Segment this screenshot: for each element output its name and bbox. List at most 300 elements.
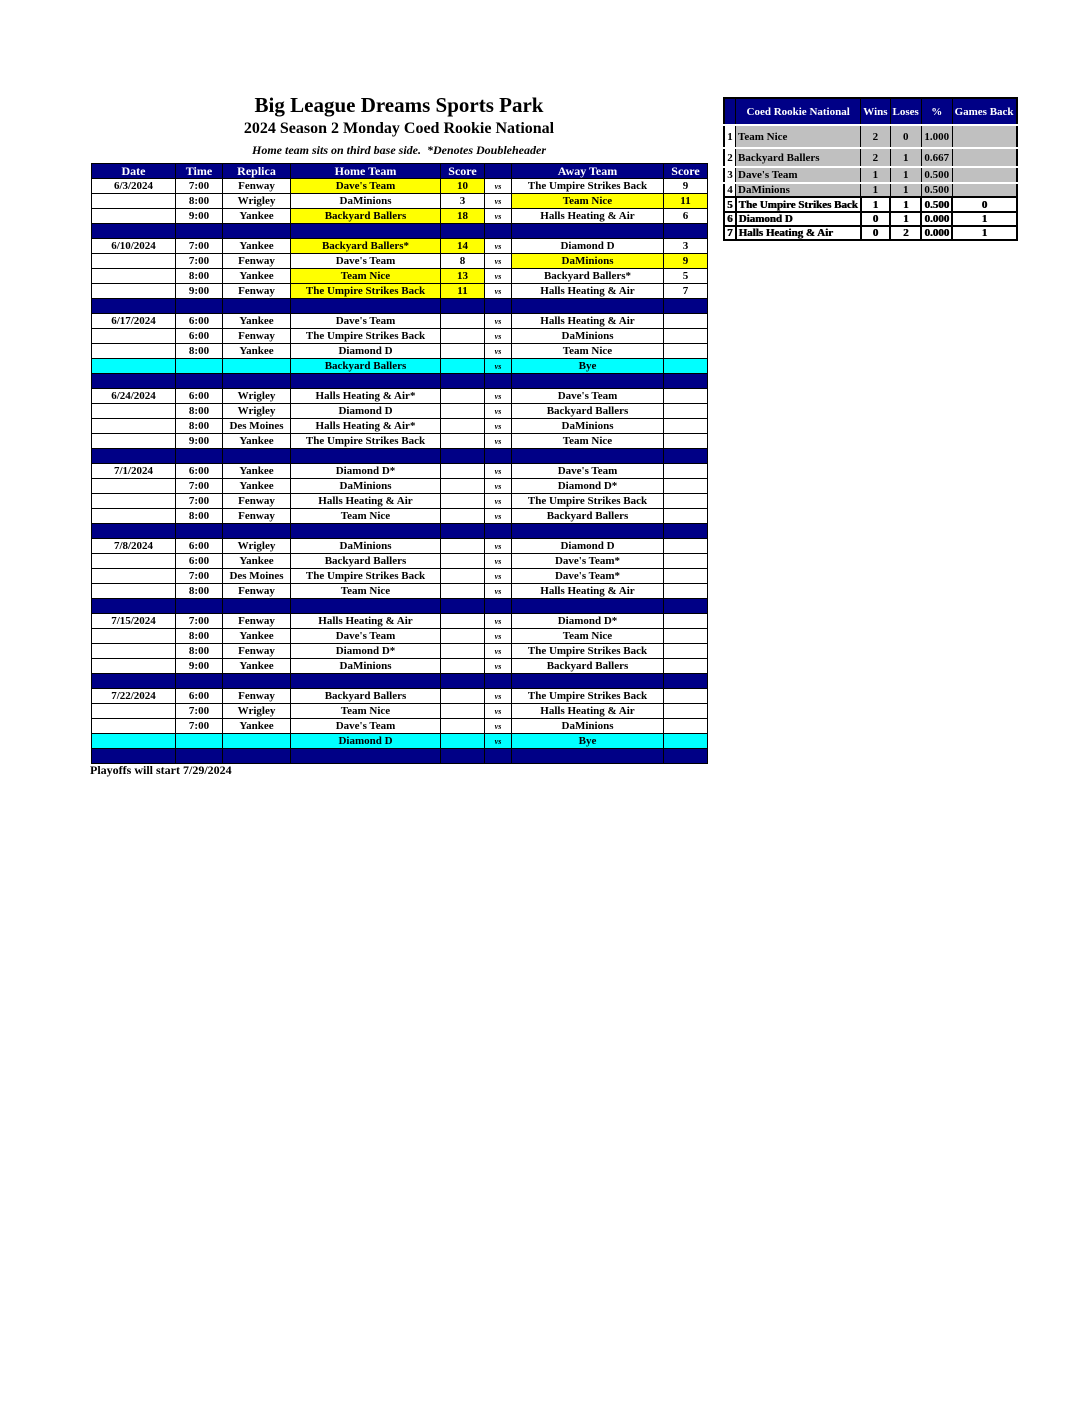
- game-time-cell: 8:00: [176, 509, 223, 524]
- game-date-cell: [92, 494, 176, 509]
- separator-cell: [441, 599, 485, 614]
- standings-gamesback-cell: 1: [952, 226, 1016, 240]
- away-score-cell: [664, 479, 708, 494]
- game-replica-cell: Des Moines: [223, 419, 291, 434]
- standings-team-cell: Diamond D: [736, 212, 861, 226]
- game-replica-cell: [223, 359, 291, 374]
- game-time-cell: 6:00: [176, 689, 223, 704]
- standings-header-cell: %: [921, 98, 952, 125]
- game-date-cell: [92, 584, 176, 599]
- home-score-cell: 11: [441, 284, 485, 299]
- vs-cell: vs: [485, 734, 512, 749]
- bye-row: [92, 359, 708, 374]
- home-score-cell: [441, 644, 485, 659]
- schedule-header-cell: Time: [176, 164, 223, 179]
- standings-row: [724, 197, 1017, 212]
- away-team-cell: DaMinions: [512, 254, 664, 269]
- away-team-cell: Team Nice: [512, 344, 664, 359]
- standings-header-cell: Wins: [861, 98, 890, 125]
- separator-cell: [92, 449, 176, 464]
- away-score-cell: [664, 314, 708, 329]
- game-row: [92, 659, 708, 674]
- separator-cell: [176, 674, 223, 689]
- away-score-cell: [664, 629, 708, 644]
- game-date-cell: [92, 359, 176, 374]
- game-row: [92, 464, 708, 479]
- game-replica-cell: Yankee: [223, 719, 291, 734]
- game-time-cell: 8:00: [176, 344, 223, 359]
- separator-cell: [664, 749, 708, 764]
- game-time-cell: [176, 359, 223, 374]
- schedule-table: [91, 163, 708, 764]
- home-score-cell: [441, 359, 485, 374]
- schedule-header-row: [92, 164, 708, 179]
- game-time-cell: 7:00: [176, 719, 223, 734]
- game-date-cell: [92, 644, 176, 659]
- schedule-header-cell: Home Team: [291, 164, 441, 179]
- game-date-cell: [92, 704, 176, 719]
- game-date-cell: [92, 209, 176, 224]
- game-row: [92, 344, 708, 359]
- game-time-cell: [176, 734, 223, 749]
- home-team-cell: Team Nice: [291, 509, 441, 524]
- home-team-cell: Team Nice: [291, 704, 441, 719]
- separator-cell: [223, 524, 291, 539]
- separator-cell: [176, 749, 223, 764]
- away-score-cell: [664, 689, 708, 704]
- home-score-cell: [441, 314, 485, 329]
- game-time-cell: 6:00: [176, 389, 223, 404]
- standings-wins-cell: 1: [861, 167, 890, 183]
- away-score-cell: [664, 509, 708, 524]
- separator-cell: [512, 224, 664, 239]
- game-row: [92, 254, 708, 269]
- separator-cell: [223, 224, 291, 239]
- standings-gamesback-cell: 1: [952, 212, 1016, 226]
- standings-loses-cell: 1: [890, 183, 921, 197]
- game-replica-cell: Fenway: [223, 254, 291, 269]
- away-team-cell: Diamond D: [512, 239, 664, 254]
- game-row: [92, 314, 708, 329]
- game-replica-cell: Fenway: [223, 689, 291, 704]
- game-date-cell: 7/15/2024: [92, 614, 176, 629]
- standings-pct-cell: 0.500: [921, 183, 952, 197]
- separator-cell: [512, 524, 664, 539]
- away-score-cell: 5: [664, 269, 708, 284]
- separator-cell: [664, 299, 708, 314]
- home-score-cell: [441, 614, 485, 629]
- away-score-cell: 6: [664, 209, 708, 224]
- separator-cell: [485, 749, 512, 764]
- vs-cell: vs: [485, 329, 512, 344]
- home-score-cell: 14: [441, 239, 485, 254]
- game-time-cell: 7:00: [176, 494, 223, 509]
- home-score-cell: [441, 659, 485, 674]
- game-date-cell: [92, 719, 176, 734]
- separator-cell: [291, 299, 441, 314]
- separator-cell: [223, 449, 291, 464]
- page-title: Big League Dreams Sports Park: [254, 93, 544, 117]
- home-team-cell: Diamond D*: [291, 464, 441, 479]
- game-row: [92, 584, 708, 599]
- separator-cell: [441, 524, 485, 539]
- away-team-cell: Dave's Team: [512, 389, 664, 404]
- separator-cell: [92, 374, 176, 389]
- away-team-cell: DaMinions: [512, 719, 664, 734]
- section-separator-row: [92, 674, 708, 689]
- separator-cell: [485, 449, 512, 464]
- game-date-cell: 6/17/2024: [92, 314, 176, 329]
- section-separator-row: [92, 374, 708, 389]
- home-score-cell: [441, 509, 485, 524]
- standings-row: [724, 226, 1017, 240]
- standings-loses-cell: 1: [890, 148, 921, 167]
- vs-cell: vs: [485, 344, 512, 359]
- away-team-cell: Halls Heating & Air: [512, 584, 664, 599]
- separator-cell: [485, 524, 512, 539]
- standings-row: [724, 212, 1017, 226]
- game-replica-cell: Yankee: [223, 464, 291, 479]
- home-team-cell: Backyard Ballers*: [291, 239, 441, 254]
- away-score-cell: [664, 359, 708, 374]
- home-team-cell: Diamond D: [291, 734, 441, 749]
- home-score-cell: [441, 554, 485, 569]
- standings-team-cell: The Umpire Strikes Back: [736, 197, 861, 212]
- home-team-cell: The Umpire Strikes Back: [291, 329, 441, 344]
- standings-loses-cell: 0: [890, 125, 921, 148]
- separator-cell: [441, 749, 485, 764]
- away-score-cell: 11: [664, 194, 708, 209]
- vs-cell: vs: [485, 434, 512, 449]
- standings-rank-cell: 6: [724, 212, 736, 226]
- game-row: [92, 434, 708, 449]
- separator-cell: [485, 599, 512, 614]
- game-date-cell: [92, 419, 176, 434]
- home-score-cell: [441, 734, 485, 749]
- separator-cell: [664, 374, 708, 389]
- game-time-cell: 8:00: [176, 629, 223, 644]
- standings-header-cell: Loses: [890, 98, 921, 125]
- standings-header-row: [724, 98, 1017, 125]
- separator-cell: [485, 224, 512, 239]
- standings-pct-cell: 0.500: [921, 197, 952, 212]
- game-time-cell: 7:00: [176, 179, 223, 194]
- standings-gamesback-cell: [952, 148, 1016, 167]
- separator-cell: [223, 599, 291, 614]
- separator-cell: [512, 749, 664, 764]
- away-score-cell: [664, 389, 708, 404]
- home-score-cell: [441, 419, 485, 434]
- standings-team-cell: Dave's Team: [736, 167, 861, 183]
- away-team-cell: Team Nice: [512, 434, 664, 449]
- page-subtitle: 2024 Season 2 Monday Coed Rookie National: [243, 120, 555, 137]
- home-team-cell: Team Nice: [291, 269, 441, 284]
- home-team-cell: Dave's Team: [291, 179, 441, 194]
- standings-team-cell: Backyard Ballers: [736, 148, 861, 167]
- home-score-cell: [441, 494, 485, 509]
- away-team-cell: Backyard Ballers: [512, 659, 664, 674]
- game-time-cell: 7:00: [176, 479, 223, 494]
- schedule-header-cell: Away Team: [512, 164, 664, 179]
- game-time-cell: 8:00: [176, 269, 223, 284]
- home-score-cell: 13: [441, 269, 485, 284]
- standings-rank-cell: 3: [724, 167, 736, 183]
- away-score-cell: [664, 494, 708, 509]
- standings-row: [724, 148, 1017, 167]
- game-replica-cell: Yankee: [223, 479, 291, 494]
- home-score-cell: [441, 389, 485, 404]
- vs-cell: vs: [485, 584, 512, 599]
- vs-cell: vs: [485, 539, 512, 554]
- away-score-cell: 7: [664, 284, 708, 299]
- away-team-cell: DaMinions: [512, 419, 664, 434]
- home-team-cell: Backyard Ballers: [291, 359, 441, 374]
- standings-rank-cell: 1: [724, 125, 736, 148]
- game-time-cell: 8:00: [176, 419, 223, 434]
- game-replica-cell: Wrigley: [223, 194, 291, 209]
- vs-cell: vs: [485, 644, 512, 659]
- standings-header-cell: [724, 98, 736, 125]
- separator-cell: [441, 299, 485, 314]
- separator-cell: [291, 374, 441, 389]
- game-date-cell: 6/3/2024: [92, 179, 176, 194]
- home-score-cell: [441, 629, 485, 644]
- vs-cell: vs: [485, 569, 512, 584]
- vs-cell: vs: [485, 614, 512, 629]
- standings-loses-cell: 1: [890, 167, 921, 183]
- game-date-cell: [92, 329, 176, 344]
- game-date-cell: [92, 434, 176, 449]
- away-team-cell: Diamond D*: [512, 614, 664, 629]
- vs-cell: vs: [485, 554, 512, 569]
- game-replica-cell: [223, 734, 291, 749]
- game-replica-cell: Yankee: [223, 314, 291, 329]
- separator-cell: [441, 674, 485, 689]
- separator-cell: [291, 674, 441, 689]
- separator-cell: [92, 224, 176, 239]
- home-score-cell: [441, 464, 485, 479]
- separator-cell: [176, 449, 223, 464]
- home-team-cell: Backyard Ballers: [291, 554, 441, 569]
- standings-loses-cell: 2: [890, 226, 921, 240]
- game-replica-cell: Yankee: [223, 239, 291, 254]
- separator-cell: [664, 524, 708, 539]
- home-team-cell: DaMinions: [291, 539, 441, 554]
- vs-cell: vs: [485, 179, 512, 194]
- home-score-cell: [441, 479, 485, 494]
- separator-cell: [664, 599, 708, 614]
- standings-wins-cell: 1: [861, 197, 890, 212]
- away-score-cell: [664, 329, 708, 344]
- vs-cell: vs: [485, 629, 512, 644]
- game-date-cell: [92, 629, 176, 644]
- separator-cell: [176, 524, 223, 539]
- away-team-cell: Backyard Ballers: [512, 509, 664, 524]
- game-date-cell: [92, 479, 176, 494]
- game-time-cell: 6:00: [176, 314, 223, 329]
- standings-rank-cell: 4: [724, 183, 736, 197]
- away-score-cell: [664, 614, 708, 629]
- game-time-cell: 8:00: [176, 194, 223, 209]
- standings-pct-cell: 0.500: [921, 167, 952, 183]
- game-replica-cell: Yankee: [223, 629, 291, 644]
- game-row: [92, 419, 708, 434]
- away-score-cell: [664, 419, 708, 434]
- away-score-cell: [664, 644, 708, 659]
- standings-rank-cell: 7: [724, 226, 736, 240]
- separator-cell: [291, 749, 441, 764]
- vs-cell: vs: [485, 209, 512, 224]
- bye-row: [92, 734, 708, 749]
- standings-loses-cell: 1: [890, 212, 921, 226]
- home-score-cell: 18: [441, 209, 485, 224]
- home-score-cell: [441, 689, 485, 704]
- section-separator-row: [92, 749, 708, 764]
- game-replica-cell: Yankee: [223, 269, 291, 284]
- game-replica-cell: Fenway: [223, 494, 291, 509]
- separator-cell: [223, 299, 291, 314]
- away-score-cell: [664, 404, 708, 419]
- vs-cell: vs: [485, 239, 512, 254]
- standings-wins-cell: 2: [861, 125, 890, 148]
- game-replica-cell: Wrigley: [223, 539, 291, 554]
- away-score-cell: [664, 554, 708, 569]
- game-replica-cell: Fenway: [223, 614, 291, 629]
- game-date-cell: [92, 194, 176, 209]
- game-time-cell: 7:00: [176, 254, 223, 269]
- schedule-header-cell: Date: [92, 164, 176, 179]
- game-row: [92, 719, 708, 734]
- game-time-cell: 6:00: [176, 554, 223, 569]
- game-replica-cell: Des Moines: [223, 569, 291, 584]
- standings-header-cell: Coed Rookie National: [736, 98, 861, 125]
- separator-cell: [441, 374, 485, 389]
- away-score-cell: [664, 344, 708, 359]
- game-row: [92, 329, 708, 344]
- game-row: [92, 284, 708, 299]
- game-date-cell: [92, 404, 176, 419]
- home-score-cell: [441, 719, 485, 734]
- game-time-cell: 8:00: [176, 404, 223, 419]
- game-replica-cell: Wrigley: [223, 704, 291, 719]
- section-separator-row: [92, 599, 708, 614]
- game-row: [92, 689, 708, 704]
- game-row: [92, 479, 708, 494]
- home-team-cell: Diamond D*: [291, 644, 441, 659]
- game-row: [92, 494, 708, 509]
- vs-cell: vs: [485, 704, 512, 719]
- separator-cell: [92, 299, 176, 314]
- away-team-cell: Bye: [512, 734, 664, 749]
- vs-cell: vs: [485, 254, 512, 269]
- home-team-cell: Backyard Ballers: [291, 209, 441, 224]
- separator-cell: [223, 374, 291, 389]
- home-score-cell: [441, 344, 485, 359]
- game-row: [92, 509, 708, 524]
- vs-cell: vs: [485, 689, 512, 704]
- away-team-cell: Halls Heating & Air: [512, 209, 664, 224]
- game-row: [92, 644, 708, 659]
- standings-team-cell: DaMinions: [736, 183, 861, 197]
- vs-cell: vs: [485, 494, 512, 509]
- standings-gamesback-cell: 0: [952, 197, 1016, 212]
- game-replica-cell: Fenway: [223, 644, 291, 659]
- home-team-cell: The Umpire Strikes Back: [291, 284, 441, 299]
- away-team-cell: Dave's Team*: [512, 569, 664, 584]
- game-time-cell: 9:00: [176, 659, 223, 674]
- vs-cell: vs: [485, 314, 512, 329]
- away-score-cell: [664, 434, 708, 449]
- separator-cell: [223, 674, 291, 689]
- game-time-cell: 9:00: [176, 209, 223, 224]
- separator-cell: [664, 449, 708, 464]
- game-row: [92, 539, 708, 554]
- game-row: [92, 404, 708, 419]
- game-time-cell: 7:00: [176, 614, 223, 629]
- game-time-cell: 7:00: [176, 569, 223, 584]
- away-team-cell: Dave's Team: [512, 464, 664, 479]
- away-team-cell: Team Nice: [512, 194, 664, 209]
- game-date-cell: [92, 554, 176, 569]
- home-score-cell: [441, 584, 485, 599]
- game-row: [92, 704, 708, 719]
- standings-pct-cell: 0.000: [921, 212, 952, 226]
- home-team-cell: Dave's Team: [291, 314, 441, 329]
- standings-pct-cell: 1.000: [921, 125, 952, 148]
- separator-cell: [512, 299, 664, 314]
- away-team-cell: Dave's Team*: [512, 554, 664, 569]
- separator-cell: [176, 599, 223, 614]
- standings-wins-cell: 0: [861, 226, 890, 240]
- game-date-cell: [92, 569, 176, 584]
- game-date-cell: 7/1/2024: [92, 464, 176, 479]
- game-replica-cell: Yankee: [223, 554, 291, 569]
- vs-cell: vs: [485, 194, 512, 209]
- standings-pct-cell: 0.000: [921, 226, 952, 240]
- away-team-cell: DaMinions: [512, 329, 664, 344]
- separator-cell: [92, 749, 176, 764]
- game-date-cell: [92, 269, 176, 284]
- vs-cell: vs: [485, 719, 512, 734]
- game-date-cell: [92, 344, 176, 359]
- game-replica-cell: Wrigley: [223, 404, 291, 419]
- separator-cell: [291, 599, 441, 614]
- home-score-cell: 10: [441, 179, 485, 194]
- home-team-cell: Team Nice: [291, 584, 441, 599]
- away-score-cell: 3: [664, 239, 708, 254]
- home-score-cell: 3: [441, 194, 485, 209]
- home-team-cell: The Umpire Strikes Back: [291, 569, 441, 584]
- game-replica-cell: Fenway: [223, 329, 291, 344]
- separator-cell: [485, 674, 512, 689]
- home-team-cell: DaMinions: [291, 659, 441, 674]
- away-team-cell: The Umpire Strikes Back: [512, 494, 664, 509]
- home-score-cell: [441, 404, 485, 419]
- vs-cell: vs: [485, 359, 512, 374]
- game-replica-cell: Yankee: [223, 434, 291, 449]
- game-replica-cell: Fenway: [223, 284, 291, 299]
- home-score-cell: [441, 329, 485, 344]
- away-score-cell: [664, 584, 708, 599]
- separator-cell: [291, 449, 441, 464]
- section-separator-row: [92, 449, 708, 464]
- away-score-cell: [664, 539, 708, 554]
- home-score-cell: [441, 434, 485, 449]
- game-row: [92, 569, 708, 584]
- home-team-cell: Dave's Team: [291, 629, 441, 644]
- game-date-cell: [92, 734, 176, 749]
- separator-cell: [512, 449, 664, 464]
